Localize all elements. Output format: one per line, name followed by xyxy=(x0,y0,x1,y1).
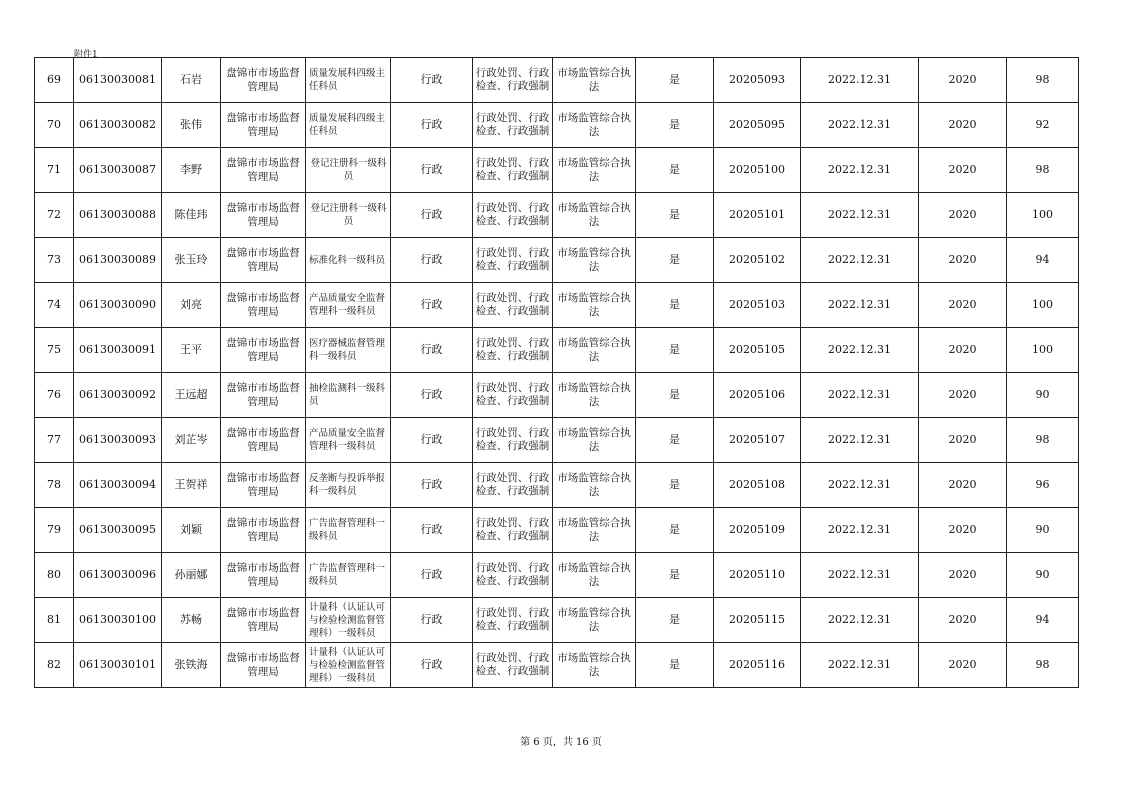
enforcement-field-cell: 市场监管综合执法 xyxy=(553,598,636,643)
exam-year-cell: 2020 xyxy=(919,373,1007,418)
exam-score-cell: 98 xyxy=(1007,643,1079,688)
id-number-cell: 06130030093 xyxy=(74,418,162,463)
table-row xyxy=(35,553,1079,598)
person-name-cell: 苏畅 xyxy=(162,598,221,643)
valid-until-cell: 2022.12.31 xyxy=(801,553,919,598)
valid-until-cell: 2022.12.31 xyxy=(801,193,919,238)
row-number-cell: 80 xyxy=(35,553,74,598)
exam-year-cell: 2020 xyxy=(919,193,1007,238)
table-row xyxy=(35,283,1079,328)
exam-year-cell: 2020 xyxy=(919,238,1007,283)
person-name-cell: 王平 xyxy=(162,328,221,373)
exam-year-cell: 2020 xyxy=(919,283,1007,328)
row-number-cell: 73 xyxy=(35,238,74,283)
organization-cell: 盘锦市市场监督管理局 xyxy=(221,553,306,598)
enforcement-scope-cell: 行政处罚、行政检查、行政强制 xyxy=(473,103,553,148)
qualified-flag-cell: 是 xyxy=(636,418,714,463)
exam-year-cell: 2020 xyxy=(919,328,1007,373)
id-number-cell: 06130030101 xyxy=(74,643,162,688)
position-cell: 产品质量安全监督管理科一级科员 xyxy=(306,283,391,328)
id-number-cell: 06130030094 xyxy=(74,463,162,508)
person-name-cell: 石岩 xyxy=(162,58,221,103)
table-row xyxy=(35,148,1079,193)
position-cell: 产品质量安全监督管理科一级科员 xyxy=(306,418,391,463)
id-number-cell: 06130030095 xyxy=(74,508,162,553)
position-cell: 标准化科一级科员 xyxy=(306,238,391,283)
position-cell: 质量发展科四级主任科员 xyxy=(306,103,391,148)
qualified-flag-cell: 是 xyxy=(636,373,714,418)
row-number-cell: 76 xyxy=(35,373,74,418)
qualified-flag-cell: 是 xyxy=(636,598,714,643)
enforcement-scope-cell: 行政处罚、行政检查、行政强制 xyxy=(473,418,553,463)
valid-until-cell: 2022.12.31 xyxy=(801,103,919,148)
organization-cell: 盘锦市市场监督管理局 xyxy=(221,238,306,283)
valid-until-cell: 2022.12.31 xyxy=(801,238,919,283)
organization-cell: 盘锦市市场监督管理局 xyxy=(221,463,306,508)
organization-cell: 盘锦市市场监督管理局 xyxy=(221,508,306,553)
person-name-cell: 王贺祥 xyxy=(162,463,221,508)
position-cell: 广告监督管理科一级科员 xyxy=(306,508,391,553)
exam-year-cell: 2020 xyxy=(919,598,1007,643)
table-row xyxy=(35,238,1079,283)
exam-score-cell: 90 xyxy=(1007,373,1079,418)
enforcement-scope-cell: 行政处罚、行政检查、行政强制 xyxy=(473,508,553,553)
qualified-flag-cell: 是 xyxy=(636,463,714,508)
valid-until-cell: 2022.12.31 xyxy=(801,418,919,463)
enforcement-scope-cell: 行政处罚、行政检查、行政强制 xyxy=(473,598,553,643)
organization-cell: 盘锦市市场监督管理局 xyxy=(221,148,306,193)
enforcement-scope-cell: 行政处罚、行政检查、行政强制 xyxy=(473,463,553,508)
annex-label: 附件1 xyxy=(74,50,98,60)
position-cell: 反垄断与投诉举报科一级科员 xyxy=(306,463,391,508)
valid-until-cell: 2022.12.31 xyxy=(801,463,919,508)
enforcement-field-cell: 市场监管综合执法 xyxy=(553,508,636,553)
qualified-flag-cell: 是 xyxy=(636,643,714,688)
category-cell: 行政 xyxy=(391,463,473,508)
organization-cell: 盘锦市市场监督管理局 xyxy=(221,373,306,418)
exam-year-cell: 2020 xyxy=(919,103,1007,148)
organization-cell: 盘锦市市场监督管理局 xyxy=(221,58,306,103)
certificate-number-cell: 20205095 xyxy=(714,103,801,148)
enforcement-scope-cell: 行政处罚、行政检查、行政强制 xyxy=(473,283,553,328)
qualified-flag-cell: 是 xyxy=(636,328,714,373)
valid-until-cell: 2022.12.31 xyxy=(801,643,919,688)
organization-cell: 盘锦市市场监督管理局 xyxy=(221,643,306,688)
certificate-number-cell: 20205093 xyxy=(714,58,801,103)
table-row xyxy=(35,418,1079,463)
exam-year-cell: 2020 xyxy=(919,148,1007,193)
category-cell: 行政 xyxy=(391,508,473,553)
exam-year-cell: 2020 xyxy=(919,58,1007,103)
category-cell: 行政 xyxy=(391,373,473,418)
enforcement-field-cell: 市场监管综合执法 xyxy=(553,238,636,283)
id-number-cell: 06130030100 xyxy=(74,598,162,643)
category-cell: 行政 xyxy=(391,193,473,238)
enforcement-scope-cell: 行政处罚、行政检查、行政强制 xyxy=(473,643,553,688)
enforcement-field-cell: 市场监管综合执法 xyxy=(553,193,636,238)
table-row xyxy=(35,193,1079,238)
table-row xyxy=(35,598,1079,643)
valid-until-cell: 2022.12.31 xyxy=(801,283,919,328)
valid-until-cell: 2022.12.31 xyxy=(801,148,919,193)
enforcement-scope-cell: 行政处罚、行政检查、行政强制 xyxy=(473,373,553,418)
exam-year-cell: 2020 xyxy=(919,463,1007,508)
row-number-cell: 70 xyxy=(35,103,74,148)
exam-score-cell: 90 xyxy=(1007,553,1079,598)
valid-until-cell: 2022.12.31 xyxy=(801,598,919,643)
valid-until-cell: 2022.12.31 xyxy=(801,328,919,373)
qualified-flag-cell: 是 xyxy=(636,148,714,193)
qualified-flag-cell: 是 xyxy=(636,238,714,283)
organization-cell: 盘锦市市场监督管理局 xyxy=(221,418,306,463)
category-cell: 行政 xyxy=(391,58,473,103)
certificate-number-cell: 20205103 xyxy=(714,283,801,328)
table-row xyxy=(35,463,1079,508)
table-row xyxy=(35,58,1079,103)
person-name-cell: 李野 xyxy=(162,148,221,193)
id-number-cell: 06130030091 xyxy=(74,328,162,373)
certificate-number-cell: 20205115 xyxy=(714,598,801,643)
enforcement-scope-cell: 行政处罚、行政检查、行政强制 xyxy=(473,238,553,283)
valid-until-cell: 2022.12.31 xyxy=(801,58,919,103)
certificate-number-cell: 20205116 xyxy=(714,643,801,688)
row-number-cell: 77 xyxy=(35,418,74,463)
certificate-number-cell: 20205102 xyxy=(714,238,801,283)
category-cell: 行政 xyxy=(391,418,473,463)
enforcement-field-cell: 市场监管综合执法 xyxy=(553,328,636,373)
row-number-cell: 72 xyxy=(35,193,74,238)
certificate-number-cell: 20205106 xyxy=(714,373,801,418)
organization-cell: 盘锦市市场监督管理局 xyxy=(221,193,306,238)
enforcement-scope-cell: 行政处罚、行政检查、行政强制 xyxy=(473,328,553,373)
exam-score-cell: 90 xyxy=(1007,508,1079,553)
qualified-flag-cell: 是 xyxy=(636,103,714,148)
exam-score-cell: 100 xyxy=(1007,328,1079,373)
category-cell: 行政 xyxy=(391,553,473,598)
table-row xyxy=(35,508,1079,553)
enforcement-scope-cell: 行政处罚、行政检查、行政强制 xyxy=(473,553,553,598)
personnel-table xyxy=(34,57,1079,688)
category-cell: 行政 xyxy=(391,598,473,643)
qualified-flag-cell: 是 xyxy=(636,193,714,238)
person-name-cell: 张伟 xyxy=(162,103,221,148)
id-number-cell: 06130030089 xyxy=(74,238,162,283)
exam-year-cell: 2020 xyxy=(919,553,1007,598)
row-number-cell: 69 xyxy=(35,58,74,103)
id-number-cell: 06130030081 xyxy=(74,58,162,103)
row-number-cell: 79 xyxy=(35,508,74,553)
person-name-cell: 王远超 xyxy=(162,373,221,418)
organization-cell: 盘锦市市场监督管理局 xyxy=(221,328,306,373)
exam-score-cell: 96 xyxy=(1007,463,1079,508)
person-name-cell: 刘颖 xyxy=(162,508,221,553)
organization-cell: 盘锦市市场监督管理局 xyxy=(221,103,306,148)
row-number-cell: 81 xyxy=(35,598,74,643)
person-name-cell: 张玉玲 xyxy=(162,238,221,283)
enforcement-field-cell: 市场监管综合执法 xyxy=(553,58,636,103)
category-cell: 行政 xyxy=(391,238,473,283)
qualified-flag-cell: 是 xyxy=(636,508,714,553)
position-cell: 登记注册科一级科员 xyxy=(306,148,391,193)
person-name-cell: 刘芷岑 xyxy=(162,418,221,463)
enforcement-field-cell: 市场监管综合执法 xyxy=(553,148,636,193)
exam-score-cell: 98 xyxy=(1007,58,1079,103)
exam-year-cell: 2020 xyxy=(919,643,1007,688)
certificate-number-cell: 20205110 xyxy=(714,553,801,598)
certificate-number-cell: 20205100 xyxy=(714,148,801,193)
enforcement-scope-cell: 行政处罚、行政检查、行政强制 xyxy=(473,148,553,193)
person-name-cell: 刘亮 xyxy=(162,283,221,328)
id-number-cell: 06130030088 xyxy=(74,193,162,238)
certificate-number-cell: 20205101 xyxy=(714,193,801,238)
organization-cell: 盘锦市市场监督管理局 xyxy=(221,598,306,643)
valid-until-cell: 2022.12.31 xyxy=(801,373,919,418)
enforcement-field-cell: 市场监管综合执法 xyxy=(553,283,636,328)
category-cell: 行政 xyxy=(391,283,473,328)
exam-score-cell: 94 xyxy=(1007,238,1079,283)
exam-score-cell: 100 xyxy=(1007,193,1079,238)
position-cell: 计量科（认证认可与检验检测监督管理科）一级科员 xyxy=(306,643,391,688)
enforcement-field-cell: 市场监管综合执法 xyxy=(553,103,636,148)
category-cell: 行政 xyxy=(391,643,473,688)
valid-until-cell: 2022.12.31 xyxy=(801,508,919,553)
enforcement-field-cell: 市场监管综合执法 xyxy=(553,418,636,463)
enforcement-scope-cell: 行政处罚、行政检查、行政强制 xyxy=(473,193,553,238)
row-number-cell: 78 xyxy=(35,463,74,508)
category-cell: 行政 xyxy=(391,103,473,148)
page-footer: 第 6 页，共 16 页 xyxy=(520,737,602,748)
id-number-cell: 06130030087 xyxy=(74,148,162,193)
certificate-number-cell: 20205109 xyxy=(714,508,801,553)
organization-cell: 盘锦市市场监督管理局 xyxy=(221,283,306,328)
position-cell: 登记注册科一级科员 xyxy=(306,193,391,238)
table-row xyxy=(35,328,1079,373)
position-cell: 计量科（认证认可与检验检测监督管理科）一级科员 xyxy=(306,598,391,643)
position-cell: 医疗器械监督管理科一级科员 xyxy=(306,328,391,373)
table-row xyxy=(35,643,1079,688)
exam-year-cell: 2020 xyxy=(919,508,1007,553)
table-row xyxy=(35,103,1079,148)
category-cell: 行政 xyxy=(391,328,473,373)
enforcement-field-cell: 市场监管综合执法 xyxy=(553,553,636,598)
person-name-cell: 张铁海 xyxy=(162,643,221,688)
person-name-cell: 陈佳玮 xyxy=(162,193,221,238)
exam-score-cell: 94 xyxy=(1007,598,1079,643)
enforcement-field-cell: 市场监管综合执法 xyxy=(553,643,636,688)
position-cell: 广告监督管理科一级科员 xyxy=(306,553,391,598)
person-name-cell: 孙丽娜 xyxy=(162,553,221,598)
id-number-cell: 06130030092 xyxy=(74,373,162,418)
id-number-cell: 06130030096 xyxy=(74,553,162,598)
qualified-flag-cell: 是 xyxy=(636,283,714,328)
id-number-cell: 06130030090 xyxy=(74,283,162,328)
certificate-number-cell: 20205107 xyxy=(714,418,801,463)
certificate-number-cell: 20205105 xyxy=(714,328,801,373)
row-number-cell: 71 xyxy=(35,148,74,193)
id-number-cell: 06130030082 xyxy=(74,103,162,148)
qualified-flag-cell: 是 xyxy=(636,553,714,598)
enforcement-scope-cell: 行政处罚、行政检查、行政强制 xyxy=(473,58,553,103)
enforcement-field-cell: 市场监管综合执法 xyxy=(553,373,636,418)
exam-year-cell: 2020 xyxy=(919,418,1007,463)
exam-score-cell: 98 xyxy=(1007,418,1079,463)
table-row xyxy=(35,373,1079,418)
category-cell: 行政 xyxy=(391,148,473,193)
row-number-cell: 82 xyxy=(35,643,74,688)
certificate-number-cell: 20205108 xyxy=(714,463,801,508)
exam-score-cell: 92 xyxy=(1007,103,1079,148)
table-body xyxy=(35,58,1079,688)
qualified-flag-cell: 是 xyxy=(636,58,714,103)
row-number-cell: 75 xyxy=(35,328,74,373)
exam-score-cell: 100 xyxy=(1007,283,1079,328)
row-number-cell: 74 xyxy=(35,283,74,328)
position-cell: 质量发展科四级主任科员 xyxy=(306,58,391,103)
enforcement-field-cell: 市场监管综合执法 xyxy=(553,463,636,508)
exam-score-cell: 98 xyxy=(1007,148,1079,193)
position-cell: 抽检监测科一级科员 xyxy=(306,373,391,418)
